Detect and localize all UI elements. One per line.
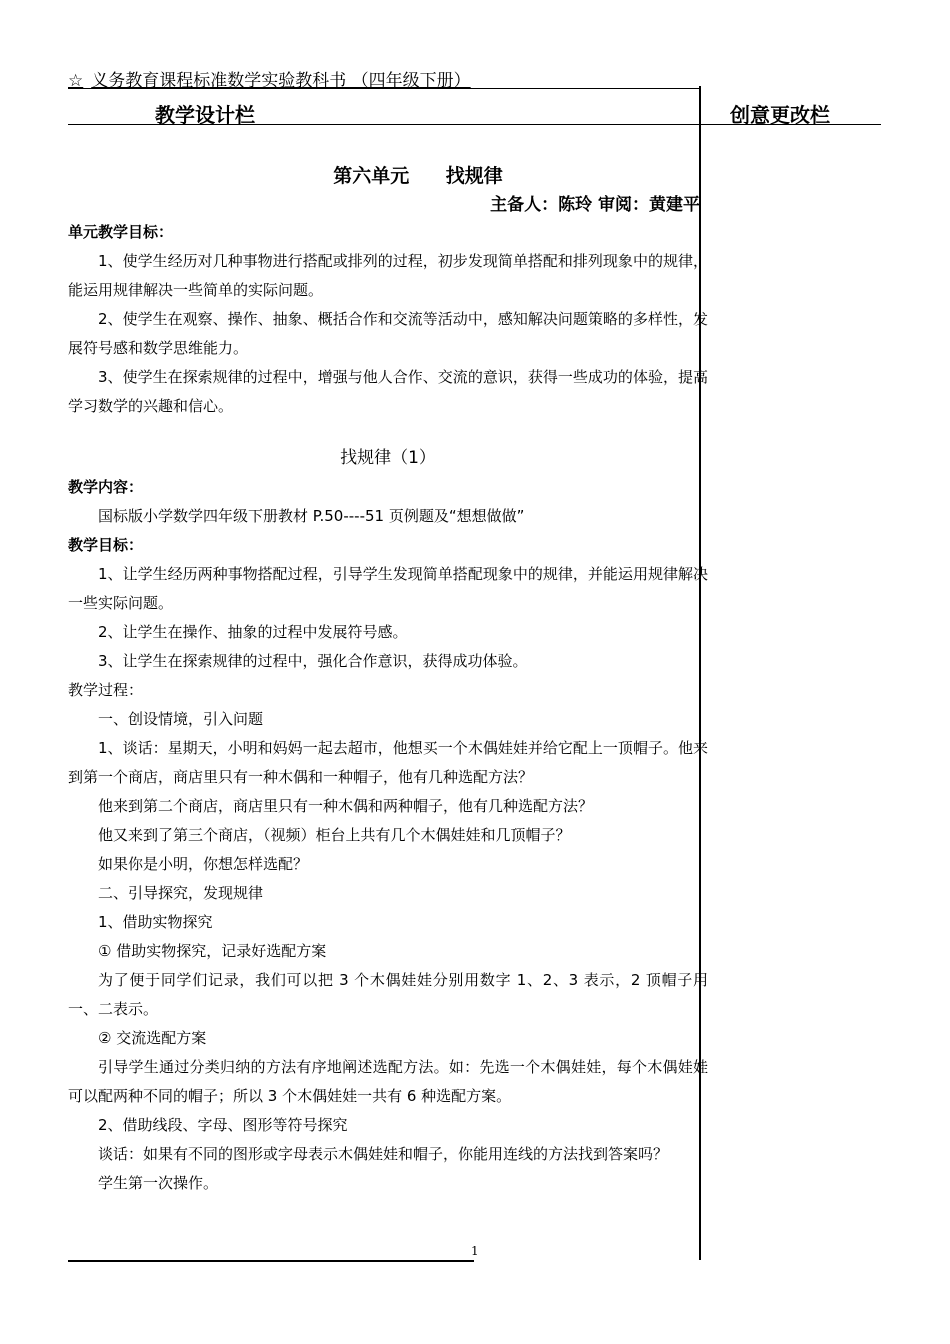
- process-step: 学生第一次操作。: [98, 1174, 219, 1192]
- lesson-goal-item: 3、让学生在探索规律的过程中，强化合作意识，获得成功体验。: [98, 652, 528, 670]
- revision-column-title: 创意更改栏: [730, 103, 830, 127]
- process-step: 谈话：如果有不同的图形或字母表示木偶娃娃和帽子，你能用连线的方法找到答案吗？: [98, 1145, 669, 1163]
- unit-goal-item: 3、使学生在探索规律的过程中，增强与他人合作、交流的意识，获得一些成功的体验，提高学习数学的兴趣和信心。: [68, 368, 708, 415]
- process-step: 为了便于同学们记录，我们可以把 3 个木偶娃娃分别用数字 1、2、3 表示，2 顶帽子用一、二表示。: [68, 971, 708, 1018]
- column-header-rule: [68, 124, 881, 125]
- process-step: 如果你是小明，你想怎样选配？: [98, 855, 309, 873]
- star-icon: ☆: [68, 71, 84, 91]
- lesson-goal-item: 2、让学生在操作、抽象的过程中发展符号感。: [98, 623, 408, 641]
- content-heading: 教学内容：: [68, 478, 144, 496]
- lesson-plan-body: [68, 160, 708, 1198]
- header-rule: [68, 88, 700, 89]
- process-step: ② 交流选配方案: [98, 1029, 207, 1047]
- process-step: 他又来到了第三个商店，（视频）柜台上共有几个木偶娃娃和几顶帽子？: [98, 826, 571, 844]
- preparers-line: 主备人：陈玲 审阅：黄建平: [490, 195, 700, 215]
- content-text: 国标版小学数学四年级下册教材 P.50----51 页例题及“想想做做”: [98, 507, 525, 525]
- process-step: ① 借助实物探究，记录好选配方案: [98, 942, 327, 960]
- unit-goals-heading: 单元教学目标：: [68, 223, 174, 241]
- unit-goal-item: 2、使学生在观察、操作、抽象、概括合作和交流等活动中，感知解决问题策略的多样性，发展符号感和数学思维能力。: [68, 310, 708, 357]
- design-column-title: 教学设计栏: [155, 103, 255, 127]
- lesson-goal-item: 1、让学生经历两种事物搭配过程，引导学生发现简单搭配现象中的规律，并能运用规律解决一些实际问题。: [68, 565, 708, 612]
- lesson-title: 找规律（1）: [340, 448, 436, 468]
- unit-title: 第六单元 找规律: [333, 165, 503, 187]
- process-step: 他来到第二个商店，商店里只有一种木偶和两种帽子，他有几种选配方法？: [98, 797, 594, 815]
- footer-rule: [68, 1260, 474, 1262]
- process-step: 二、引导探究，发现规律: [98, 884, 264, 902]
- page-number: 1: [471, 1244, 479, 1258]
- unit-goal-item: 1、使学生经历对几种事物进行搭配或排列的过程，初步发现简单搭配和排列现象中的规律，能运用规律解决一些简单的实际问题。: [68, 252, 708, 299]
- goals-heading: 教学目标：: [68, 536, 144, 554]
- process-heading: 教学过程：: [68, 681, 144, 699]
- process-step: 一、创设情境，引入问题: [98, 710, 264, 728]
- process-step: 引导学生通过分类归纳的方法有序地阐述选配方法。如：先选一个木偶娃娃，每个木偶娃娃可以配两种不同的帽子；所以 3 个木偶娃娃一共有 6 种选配方案。: [68, 1058, 708, 1105]
- process-step: 2、借助线段、字母、图形等符号探究: [98, 1116, 348, 1134]
- process-step: 1、谈话：星期天，小明和妈妈一起去超市，他想买一个木偶娃娃并给它配上一顶帽子。他来到第一个商店，商店里只有一种木偶和一种帽子，他有几种选配方法？: [68, 739, 708, 786]
- process-step: 1、借助实物探究: [98, 913, 213, 931]
- book-title: 义务教育课程标准数学实验教科书 （四年级下册）: [91, 71, 471, 91]
